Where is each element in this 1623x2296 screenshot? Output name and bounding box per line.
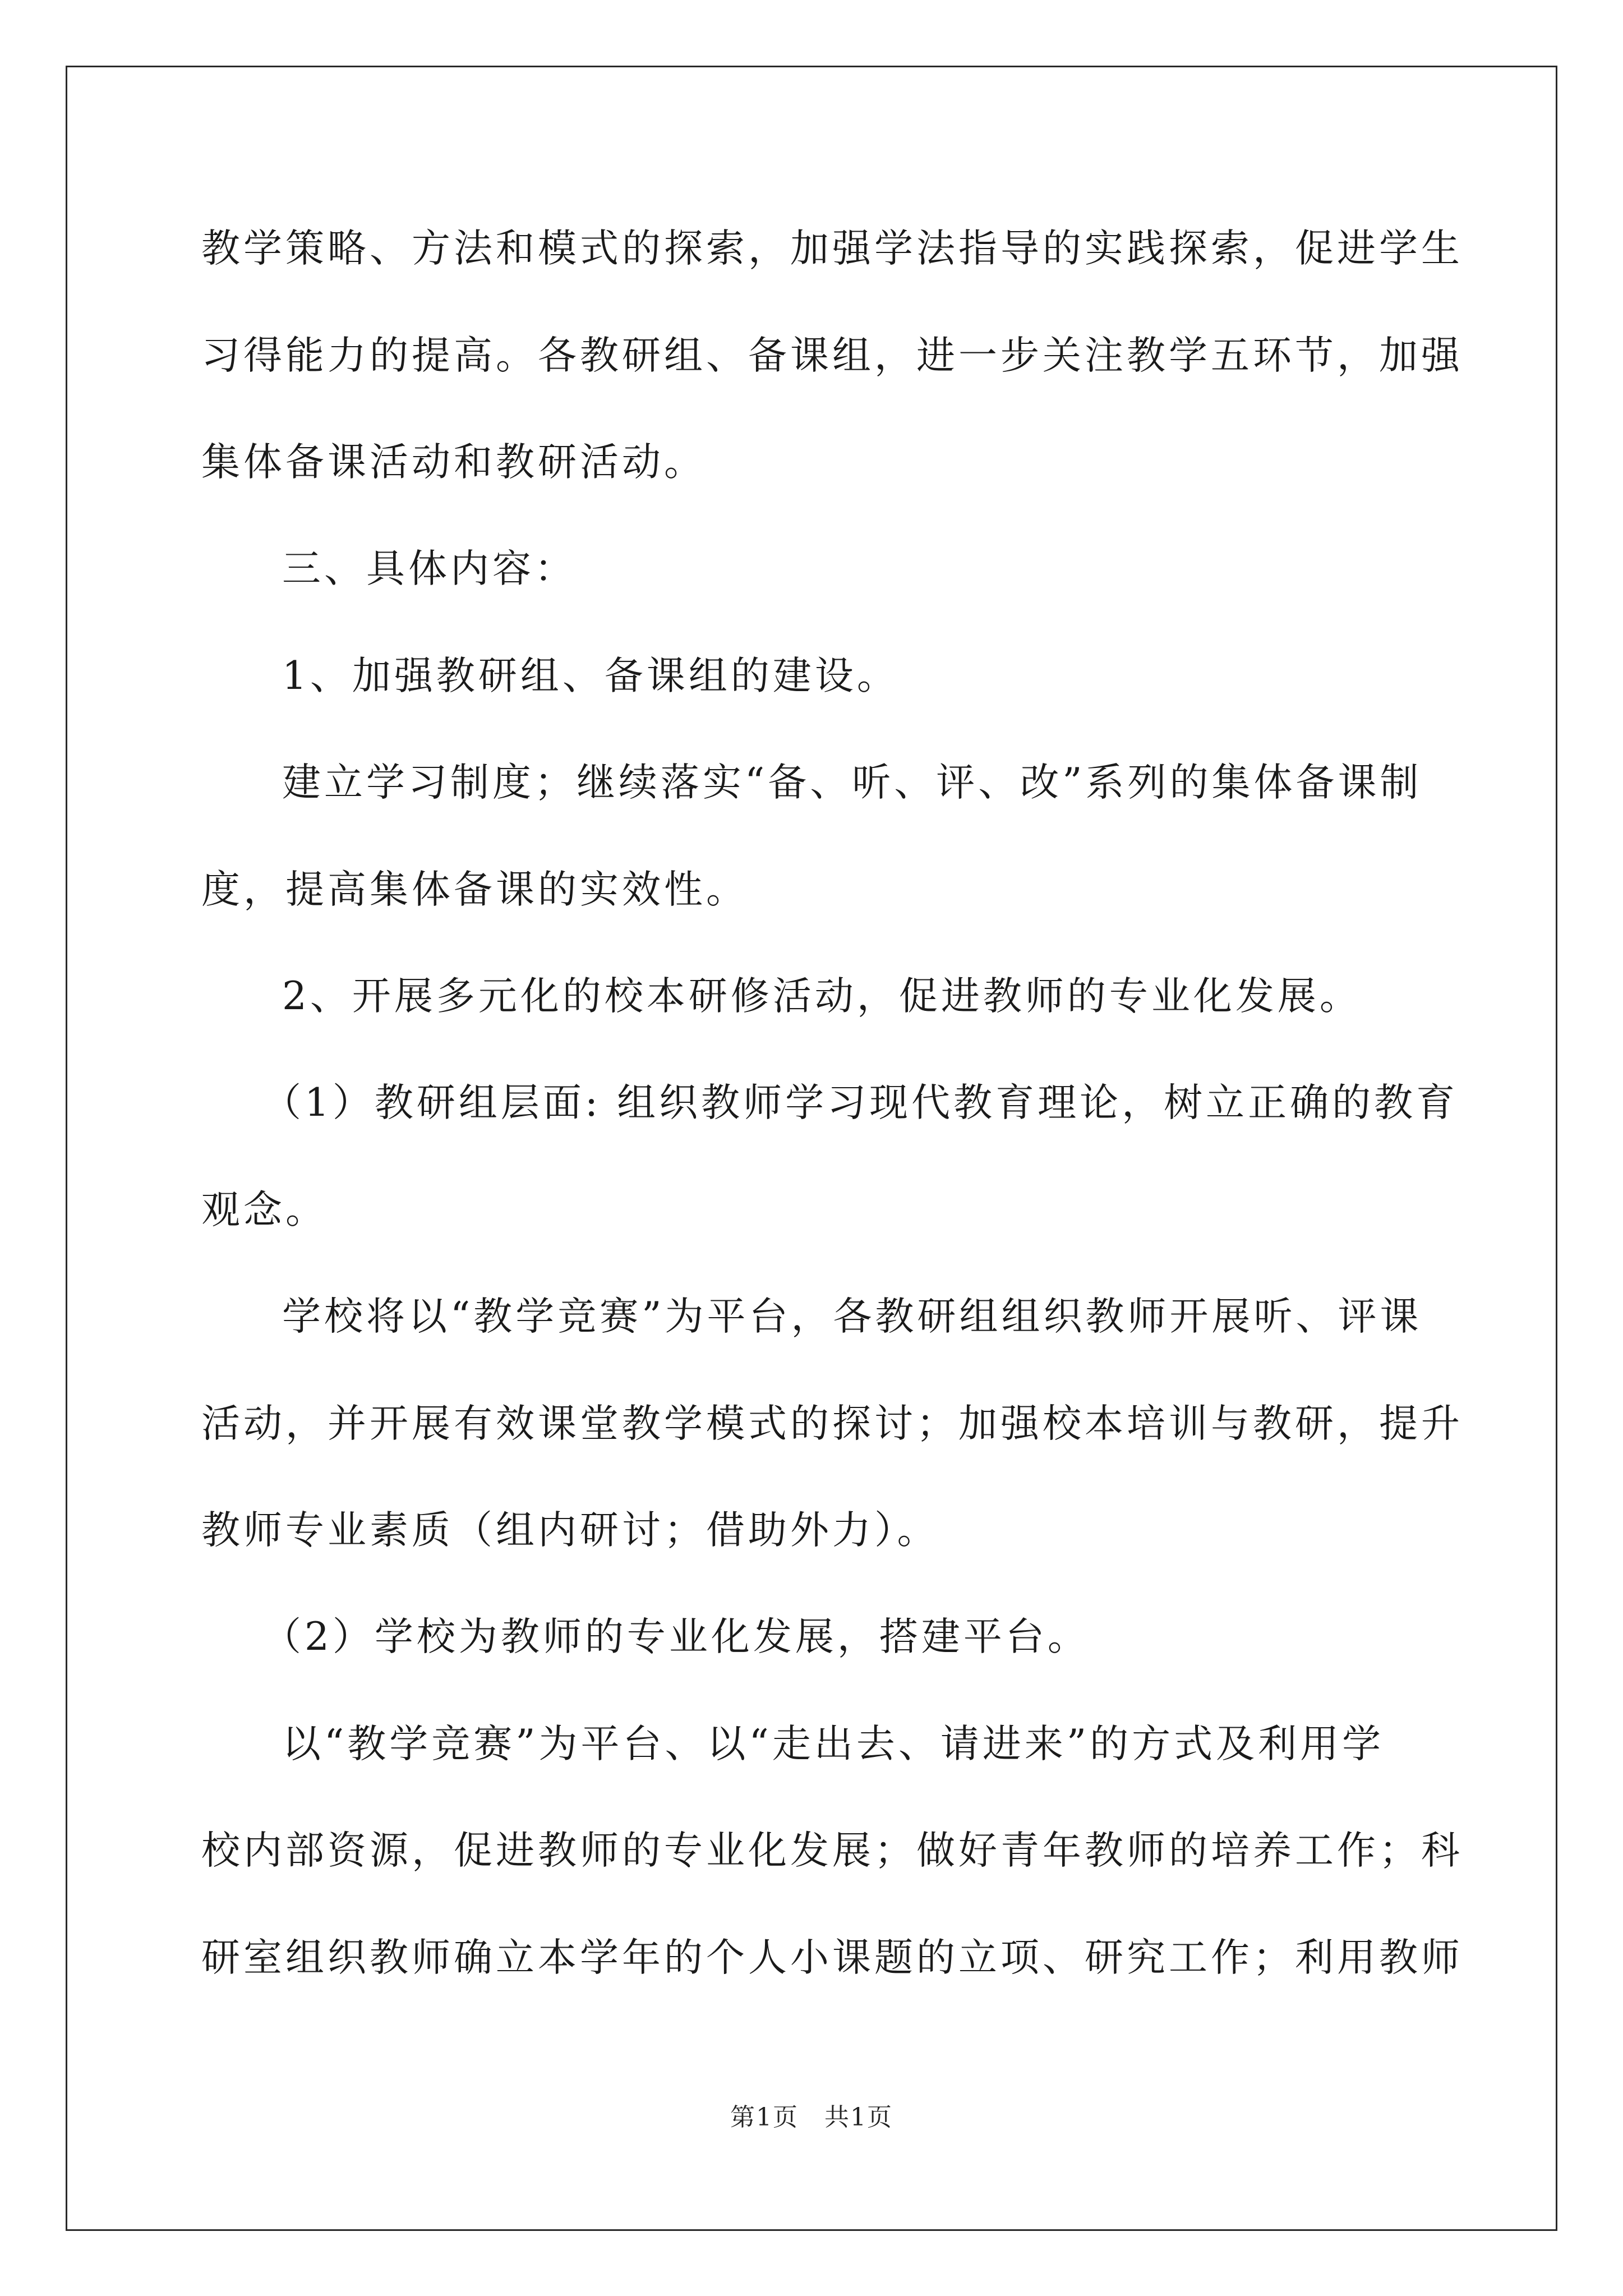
text-line-1: 教学策略、方法和模式的探索，加强学法指导的实践探索，促进学生 <box>201 226 1463 271</box>
section-heading: 三、具体内容： <box>282 546 577 591</box>
page-footer: 第1页 共1页 <box>730 2103 893 2132</box>
list-item-2-heading: 2、开展多元化的校本研修活动，促进教师的专业化发展。 <box>282 974 1362 1019</box>
text-line-13: 教师专业素质（组内研讨；借助外力）。 <box>201 1508 939 1553</box>
list-item-1-heading: 1、加强教研组、备课组的建设。 <box>282 654 899 698</box>
sub-item-1-heading: （1）教研组层面: 组织教师学习现代教育理论，树立正确的教育 <box>262 1080 1459 1125</box>
text-line-3: 集体备课活动和教研活动。 <box>201 440 706 485</box>
text-line-2: 习得能力的提高。各教研组、备课组，进一步关注教学五环节，加强 <box>201 333 1463 378</box>
text-line-7: 度，提高集体备课的实效性。 <box>201 867 748 912</box>
text-line-16: 校内部资源，促进教师的专业化发展；做好青年教师的培养工作；科 <box>201 1828 1463 1873</box>
text-line-15: 以“教学竞赛”为平台、以“走出去、请进来”的方式及利用学 <box>282 1722 1385 1766</box>
page-border <box>66 66 1557 2231</box>
text-line-10: 观念。 <box>201 1188 328 1232</box>
text-line-17: 研室组织教师确立本学年的个人小课题的立项、研究工作；利用教师 <box>201 1935 1463 1980</box>
sub-item-2-heading: （2）学校为教师的专业化发展，搭建平台。 <box>262 1614 1090 1659</box>
text-line-11: 学校将以“教学竞赛”为平台，各教研组组织教师开展听、评课 <box>282 1294 1422 1339</box>
text-line-12: 活动，并开展有效课堂教学模式的探讨；加强校本培训与教研，提升 <box>201 1401 1463 1446</box>
text-line-6: 建立学习制度；继续落实“备、听、评、改”系列的集体备课制 <box>282 760 1422 805</box>
